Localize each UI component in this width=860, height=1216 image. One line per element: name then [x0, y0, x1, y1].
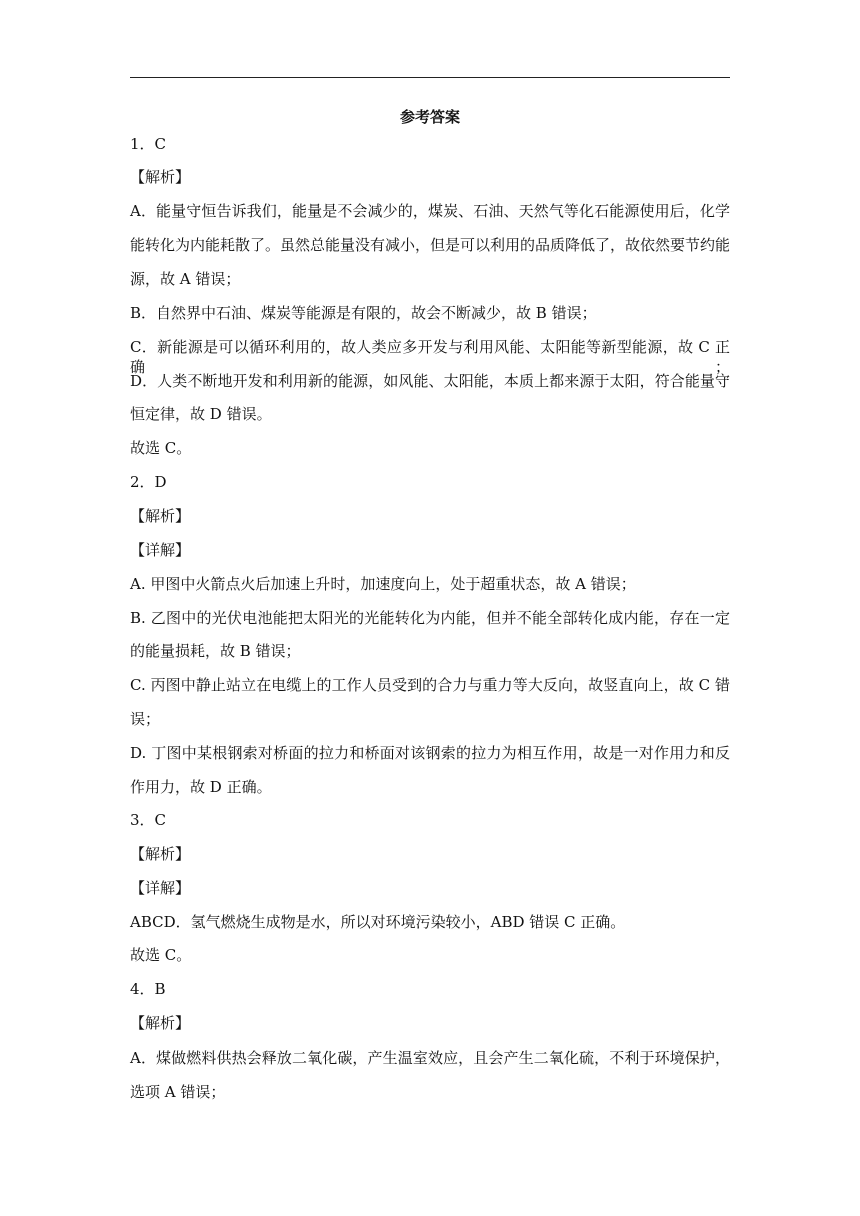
- text-line: 【解析】: [130, 507, 191, 525]
- text-line: 作用力，故 D 正确。: [130, 778, 272, 796]
- text-line: 1．C: [130, 135, 167, 153]
- text-line: A．能量守恒告诉我们，能量是不会减少的，煤炭、石油、天然气等化石能源使用后，化学: [130, 202, 730, 220]
- text-line: 故选 C。: [130, 946, 192, 964]
- text-line: 3．C: [130, 811, 167, 829]
- header-rule: [130, 77, 730, 78]
- text-line: D. 丁图中某根钢索对桥面的拉力和桥面对该钢索的拉力为相互作用，故是一对作用力和反: [130, 744, 730, 762]
- text-line: A. 甲图中火箭点火后加速上升时，加速度向上，处于超重状态，故 A 错误；: [130, 575, 636, 593]
- text-line: D．人类不断地开发和利用新的能源，如风能、太阳能，本质上都来源于太阳，符合能量守: [130, 372, 730, 390]
- text-line: 误；: [130, 710, 161, 728]
- text-line: B．自然界中石油、煤炭等能源是有限的，故会不断减少，故 B 错误；: [130, 304, 597, 322]
- text-line: ABCD．氢气燃烧生成物是水，所以对环境污染较小，ABD 错误 C 正确。: [130, 913, 626, 931]
- text-line: 【详解】: [130, 541, 191, 559]
- text-line: 4．B: [130, 980, 166, 998]
- text-line: C. 丙图中静止站立在电缆上的工作人员受到的合力与重力等大反向，故竖直向上，故 C 错: [130, 676, 730, 694]
- text-line: C．新能源是可以循环利用的，故人类应多开发与利用风能、太阳能等新型能源，故 C 正确；: [130, 338, 730, 376]
- text-line: 【解析】: [130, 168, 191, 186]
- page-title: 参考答案: [399, 108, 460, 126]
- text-line: 【详解】: [130, 879, 191, 897]
- text-line: A．煤做燃料供热会释放二氧化碳，产生温室效应，且会产生二氧化硫，不利于环境保护，: [130, 1049, 730, 1067]
- text-line: 故选 C。: [130, 439, 192, 457]
- text-line: B. 乙图中的光伏电池能把太阳光的光能转化为内能，但并不能全部转化成内能，存在一定: [130, 609, 730, 627]
- text-line: 2．D: [130, 473, 167, 491]
- text-line: 选项 A 错误；: [130, 1083, 226, 1101]
- text-line: 【解析】: [130, 1014, 191, 1032]
- text-line: 的能量损耗，故 B 错误；: [130, 642, 301, 660]
- text-line: 源，故 A 错误；: [130, 270, 241, 288]
- text-line: 恒定律，故 D 错误。: [130, 405, 272, 423]
- text-line: 能转化为内能耗散了。虽然总能量没有减小，但是可以利用的品质降低了，故依然要节约能: [130, 236, 731, 254]
- text-line: 【解析】: [130, 845, 191, 863]
